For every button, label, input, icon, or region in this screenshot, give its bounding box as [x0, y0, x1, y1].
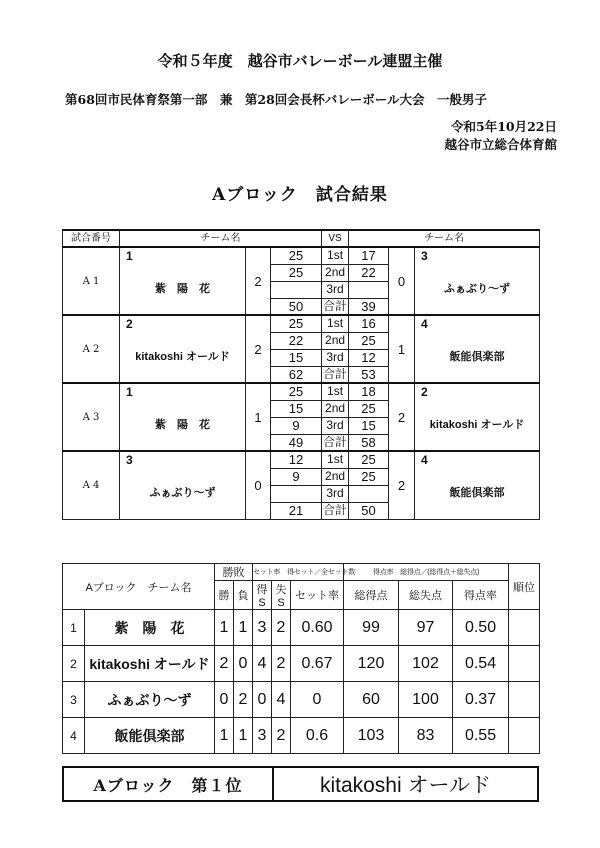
winner-label: Aブロック 第１位 — [64, 768, 274, 800]
match-id: A 4 — [63, 451, 120, 519]
standings-header-sets-lost: 失S — [272, 581, 291, 610]
team-a-set-score: 25 — [271, 383, 322, 400]
standings-header-win: 勝 — [215, 581, 234, 610]
match-id: A 3 — [63, 383, 120, 451]
standing-points-for: 103 — [344, 718, 399, 754]
standings-header-team: Aブロック チーム名 — [63, 564, 215, 610]
standing-sets-won: 4 — [253, 646, 272, 682]
team-a-set-score: 9 — [271, 417, 322, 434]
team-a-name: 紫 陽 花 — [120, 264, 246, 315]
team-a-sets-won: 2 — [246, 315, 271, 383]
standings-table — [62, 563, 540, 754]
standings-header-sets-won: 得S — [253, 581, 272, 610]
team-a-set-score: 25 — [271, 264, 322, 281]
team-b-set-score: 22 — [349, 264, 389, 281]
team-a-name: ふぁぶり～ず — [120, 468, 246, 519]
team-a-set-score: 9 — [271, 468, 322, 485]
standing-team-name: ふぁぶり～ず — [85, 682, 215, 718]
team-b-sets-won: 1 — [389, 315, 415, 383]
match-row — [63, 315, 540, 332]
team-a-set-score: 15 — [271, 400, 322, 417]
match-row — [63, 383, 540, 400]
standing-sets-won: 3 — [253, 610, 272, 646]
standing-losses: 0 — [234, 646, 253, 682]
match-row — [63, 451, 540, 468]
standings-row — [63, 682, 540, 718]
standing-no: 3 — [63, 682, 85, 718]
standing-point-rate: 0.55 — [453, 718, 509, 754]
header-team-a: チーム名 — [120, 230, 322, 247]
match-row — [63, 264, 540, 281]
set-label: 3rd — [322, 349, 349, 366]
team-b-name: 飯能倶楽部 — [415, 332, 540, 383]
standing-points-for: 60 — [344, 682, 399, 718]
standings-header-points-against: 総失点 — [399, 581, 453, 610]
standing-no: 2 — [63, 646, 85, 682]
standing-points-against: 102 — [399, 646, 453, 682]
standing-set-rate: 0.60 — [291, 610, 344, 646]
standing-rank — [509, 718, 540, 754]
standing-point-rate: 0.50 — [453, 610, 509, 646]
standings-row — [63, 646, 540, 682]
team-a-set-score — [271, 281, 322, 298]
standing-sets-won: 3 — [253, 718, 272, 754]
team-b-name: ふぁぶり～ず — [415, 264, 540, 315]
standing-set-rate: 0.67 — [291, 646, 344, 682]
standing-points-against: 83 — [399, 718, 453, 754]
standing-wins: 0 — [215, 682, 234, 718]
standing-losses: 2 — [234, 682, 253, 718]
team-a-number: 2 — [120, 315, 246, 332]
team-a-set-score: 21 — [271, 502, 322, 519]
team-a-set-score: 22 — [271, 332, 322, 349]
team-a-number: 1 — [120, 383, 246, 400]
team-a-sets-won: 2 — [246, 247, 271, 315]
set-label: 3rd — [322, 281, 349, 298]
standing-sets-won: 0 — [253, 682, 272, 718]
standing-sets-lost: 2 — [272, 646, 291, 682]
team-b-number: 4 — [415, 451, 540, 468]
team-b-set-score: 58 — [349, 434, 389, 451]
standing-set-rate: 0 — [291, 682, 344, 718]
team-a-number: 1 — [120, 247, 246, 264]
team-b-sets-won: 2 — [389, 383, 415, 451]
standing-wins: 1 — [215, 610, 234, 646]
team-a-name: 紫 陽 花 — [120, 400, 246, 451]
team-a-number: 3 — [120, 451, 246, 468]
team-b-number: 3 — [415, 247, 540, 264]
set-label: 1st — [322, 315, 349, 332]
set-label: 1st — [322, 383, 349, 400]
team-b-sets-won: 2 — [389, 451, 415, 519]
match-results-table — [62, 229, 540, 520]
standing-rank — [509, 646, 540, 682]
header-vs: VS — [322, 230, 349, 247]
set-label: 2nd — [322, 332, 349, 349]
standing-sets-lost: 2 — [272, 610, 291, 646]
standing-point-rate: 0.37 — [453, 682, 509, 718]
team-a-set-score: 49 — [271, 434, 322, 451]
standing-points-for: 120 — [344, 646, 399, 682]
match-row — [63, 400, 540, 417]
winner-team: kitakoshi オールド — [319, 774, 492, 797]
standings-header-point-rate: 得点率 — [453, 581, 509, 610]
team-a-set-score: 62 — [271, 366, 322, 383]
standing-sets-lost: 4 — [272, 682, 291, 718]
standing-losses: 1 — [234, 718, 253, 754]
standings-header-set-rate: セット率 — [291, 581, 344, 610]
document-subtitle: 第68回市民体育祭第一部 兼 第28回会長杯バレーボール大会 一般男子 — [65, 92, 488, 107]
standing-sets-lost: 2 — [272, 718, 291, 754]
standing-losses: 1 — [234, 610, 253, 646]
set-label: 合計 — [323, 503, 348, 517]
set-label: 合計 — [322, 366, 349, 383]
team-b-set-score: 50 — [349, 502, 389, 519]
team-b-name: kitakoshi オールド — [415, 400, 540, 451]
standing-team-name: kitakoshi オールド — [85, 646, 215, 682]
team-a-set-score: 25 — [271, 247, 322, 264]
standing-no: 4 — [63, 718, 85, 754]
standing-rank — [509, 682, 540, 718]
block-title: Aブロック 試合結果 — [212, 185, 388, 205]
team-b-set-score: 18 — [349, 383, 389, 400]
standing-set-rate: 0.6 — [291, 718, 344, 754]
header-team-b: チーム名 — [349, 230, 540, 247]
standing-team-name: 紫 陽 花 — [85, 610, 215, 646]
set-label: 2nd — [322, 264, 349, 281]
standings-row — [63, 610, 540, 646]
team-b-set-score: 16 — [349, 315, 389, 332]
team-b-set-score: 25 — [349, 400, 389, 417]
team-b-set-score: 53 — [349, 366, 389, 383]
set-label: 2nd — [322, 468, 349, 485]
team-a-name: kitakoshi オールド — [120, 332, 246, 383]
standings-header-loss: 負 — [234, 581, 253, 610]
team-b-number: 4 — [415, 315, 540, 332]
standings-header-set-rate-note: セット率 得セット／全セット数 — [253, 564, 344, 581]
event-date: 令和5年10月22日 — [451, 119, 557, 134]
standing-points-for: 99 — [344, 610, 399, 646]
set-label: 3rd — [322, 417, 349, 434]
standing-wins: 1 — [215, 718, 234, 754]
set-label: 合計 — [322, 298, 349, 315]
match-id: A 2 — [63, 315, 120, 383]
team-b-set-score: 25 — [349, 332, 389, 349]
standing-points-against: 97 — [399, 610, 453, 646]
team-a-sets-won: 0 — [246, 451, 271, 519]
standing-points-against: 100 — [399, 682, 453, 718]
set-label: 2nd — [322, 400, 349, 417]
standings-header-win-loss: 勝敗 — [215, 564, 253, 581]
team-b-name: 飯能倶楽部 — [415, 468, 540, 519]
team-a-set-score: 12 — [271, 451, 322, 468]
team-b-number: 2 — [415, 383, 540, 400]
header-game-no: 試合番号 — [63, 230, 120, 247]
standing-rank — [509, 610, 540, 646]
team-a-set-score: 25 — [271, 315, 322, 332]
set-label: 1st — [322, 247, 349, 264]
standing-no: 1 — [63, 610, 85, 646]
team-a-set-score: 15 — [271, 349, 322, 366]
standing-point-rate: 0.54 — [453, 646, 509, 682]
team-b-set-score: 25 — [349, 451, 389, 468]
event-venue: 越谷市立総合体育館 — [444, 137, 557, 152]
team-b-set-score — [349, 485, 389, 502]
standing-team-name: 飯能倶楽部 — [85, 718, 215, 754]
team-b-sets-won: 0 — [389, 247, 415, 315]
standing-wins: 2 — [215, 646, 234, 682]
team-b-set-score — [349, 281, 389, 298]
standings-row — [63, 718, 540, 754]
match-row — [63, 247, 540, 264]
team-b-set-score: 15 — [349, 417, 389, 434]
match-id: A 1 — [63, 247, 120, 315]
set-label: 1st — [322, 451, 349, 468]
match-row — [63, 468, 540, 485]
set-label: 合計 — [322, 434, 349, 451]
team-b-set-score: 12 — [349, 349, 389, 366]
set-label: 3rd — [322, 485, 349, 502]
team-a-set-score: 50 — [271, 298, 322, 315]
standings-header-point-rate-note: 得点率 総得点／(総得点＋総失点) — [344, 564, 509, 581]
team-a-set-score — [271, 485, 322, 502]
team-b-set-score: 17 — [349, 247, 389, 264]
team-b-set-score: 25 — [349, 468, 389, 485]
block-winner-box — [62, 766, 539, 802]
standings-header-points-for: 総得点 — [344, 581, 399, 610]
team-b-set-score: 39 — [349, 298, 389, 315]
document-title: 令和５年度 越谷市バレーボール連盟主催 — [157, 52, 443, 70]
match-row — [63, 332, 540, 349]
standings-header-rank: 順位 — [509, 564, 540, 610]
team-a-sets-won: 1 — [246, 383, 271, 451]
